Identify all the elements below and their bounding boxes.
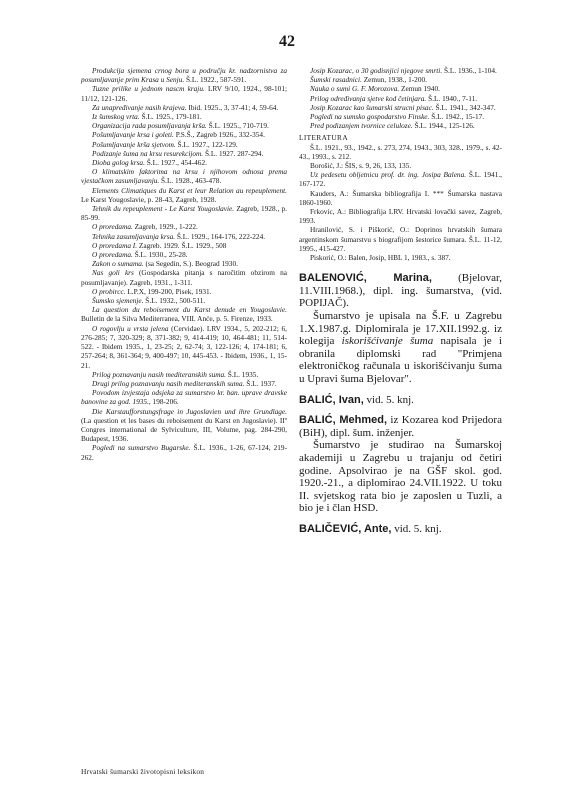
- bib-reference: Zagreb, 1928., p. 85-99.: [81, 204, 287, 223]
- bib-title: O proredama I.: [92, 240, 138, 250]
- bib-reference: (Cervidae). LRV 1934., 5, 202-212; 6, 276-285; 7, 320-329; 8, 371-382; 9, 414-419; 10, 464-481; 11, 514-522. - Ibidem 1935., 1, 23-25; 2, 62-74; 3, 122-126; 4, 174-181; 6, 257-264; 8, 361-364; 9, 400-497; 10, 445-453. - Ibidem, 1936., 1, 15-21.: [81, 323, 287, 370]
- bib-reference: Š.L. 1929., 164-176, 222-224.: [175, 231, 266, 241]
- entry-head: [299, 523, 502, 536]
- bib-reference: Zemun 1940.: [399, 84, 440, 94]
- bibliography-item: [299, 103, 502, 112]
- bibliography-item: [81, 84, 287, 102]
- bib-reference: Š.L. 1927., 454-462.: [144, 158, 207, 168]
- bib-reference: Š.L. 1936., 1-104.: [442, 66, 497, 75]
- bib-reference: Š.L. 1925., 179-181.: [139, 112, 202, 122]
- bib-reference: LRV 9/10, 1924., 98-101; 11/12, 121-126.: [81, 84, 288, 103]
- bib-reference: Š.L. 1930., 25-28.: [132, 250, 188, 260]
- lexicon-entry: [299, 414, 502, 515]
- bib-reference: Š.L. 1925., 710-719.: [206, 121, 269, 131]
- bib-title: Tehnika zasumljavanja krsa.: [92, 231, 176, 241]
- bib-reference: Borošić, J.: ŠIS, s. 9, 26, 133, 135.: [310, 161, 412, 171]
- entry-headword: BALIĆ, Ivan,: [299, 393, 364, 406]
- bib-reference: Š.L. 1922., 587-591.: [184, 75, 247, 85]
- bibliography-item: [81, 149, 287, 158]
- bibliography-item: [299, 112, 502, 121]
- bib-reference: Š.L. 1921., 93., 1942., s. 273, 274, 1943., 303, 328., 1979., s. 42-43., 1993., s. 212.: [299, 142, 502, 161]
- right-column: [299, 66, 502, 536]
- bib-title: Šumski rasadnici.: [310, 75, 362, 85]
- bibliography-item: [81, 370, 287, 379]
- literatura-heading: LITERATURA: [299, 133, 348, 143]
- bib-title: Pošumljavanje krša sjetvom.: [92, 139, 176, 149]
- lexicon-entry: [299, 394, 502, 407]
- bib-reference: Š.L. 1927. 287-294.: [203, 148, 264, 158]
- bib-title: Elements Climatiques du Karst et leur Relation au repeuplement.: [92, 185, 287, 195]
- bibliography-item: [81, 407, 287, 444]
- bibliography-item: [299, 94, 502, 103]
- lexicon-entries: [299, 272, 502, 535]
- bibliography-item: [81, 140, 287, 149]
- bibliography-item: [299, 75, 502, 84]
- bib-title: Pošumljavanje krsa i goleti.: [92, 130, 174, 140]
- page-number: 42: [279, 33, 295, 50]
- bibliography-item: [81, 324, 287, 370]
- entry-body-end: napisala je i obranila diplomski rad "Primjena elektroničkog računala u iskorišćivanju šuma u Upravi šuma Bjelovar".: [299, 335, 502, 386]
- bib-reference: Š.L. 1936., 1-26, 67-124, 219-262.: [81, 443, 287, 462]
- bibliography-item: [299, 253, 502, 262]
- bib-reference: Š.L. 1928., 463-478.: [159, 176, 222, 186]
- bib-reference: Frkovic, A.: Bibliografija LRV. Hrvatski lovački savez, Zagreb, 1993.: [299, 207, 502, 226]
- bib-title: Pred podizanjem tvornice celuloze.: [310, 121, 413, 131]
- bib-title: O proredama.: [92, 250, 133, 260]
- footer: Hrvatski šumarski životopisni leksikon: [81, 767, 205, 776]
- bib-reference: (Gospodarska pitanja s naročitim obzirom na posumljavanje). Zagreb, 1931., 1-311.: [81, 268, 287, 287]
- bib-reference: Ibid. 1925., 3, 37-41; 4, 59-64.: [186, 102, 279, 112]
- bib-title: Die Karstaufforstungsfrage in Jugoslavien und ihre Grundlage.: [92, 406, 287, 416]
- bibliography-item: [81, 222, 287, 231]
- bib-reference: Zagreb, 1929., 1-222.: [132, 222, 198, 232]
- bib-reference: Š.L. 1932., 500-511.: [143, 296, 206, 306]
- bib-reference: Š.L. 1927., 122-129.: [175, 139, 238, 149]
- left-column: [81, 66, 287, 462]
- bib-title: Za unapređivanje nasih krajeva.: [92, 102, 187, 112]
- bib-reference: Š.L. 1940., 7-11.: [426, 93, 478, 103]
- bibliography-item: [299, 170, 502, 188]
- bib-reference: Hranilović, S. i Piškorić, O.: Doprinos hrvatskih šumara argentinskom šumarstvu s biografijom šestorice šumara. Š.L. 11-12, 1995., 415-427.: [299, 225, 502, 253]
- bibliography-item: [299, 161, 502, 170]
- bibliography-continued: [299, 66, 502, 130]
- bib-title: Šumsko sjemenje.: [92, 296, 144, 306]
- bib-reference: Š.L. 1942., 15-17.: [429, 112, 485, 122]
- bibliography-item: [81, 103, 287, 112]
- bib-title: Produkcija sjemena crnog bora u području kr. nadzornistva za posumljavanje prim Krasa u Senju.: [81, 66, 287, 85]
- bib-title: O rogovlju u vrsta jelena: [92, 323, 169, 333]
- bibliography-item: [81, 66, 287, 84]
- bib-title: Josip Kozarac kao šumarski strucni pisac.: [310, 102, 434, 112]
- bibliography-item: [81, 379, 287, 388]
- bibliography-item: [81, 158, 287, 167]
- bib-title: Organizacija rada posumljavanja krša.: [92, 121, 207, 131]
- bibliography-item: [81, 305, 287, 323]
- bibliography-item: [81, 388, 287, 406]
- bib-reference: Š.L. 1941., 342-347.: [433, 102, 496, 112]
- bib-title: Nauka o sumi G. F. Morozova.: [310, 84, 400, 94]
- bib-title: Iz šumskog vrta.: [92, 112, 140, 122]
- bib-reference: Š.L. 1937.: [244, 378, 277, 388]
- bibliography-item: [299, 66, 502, 75]
- entry-body-text: Šumarstvo je studirao na Šumarskoj akademiji u Zagrebu u trajanju od četiri godine. Apsolvirao je na GŠF skol. god. 1920.-21., a diplomirao 24.VII.1922. U toku II. svjetskog rata bio je zaposlen u Tuzli, a bio je i član HSD.: [299, 439, 502, 515]
- bibliography-item: [81, 259, 287, 268]
- entry-head: [299, 272, 502, 310]
- bibliography-item: [299, 121, 502, 130]
- bib-title: Uz pedesetu obljetnicu prof. dr. ing. Josipa Balena.: [310, 170, 467, 180]
- entry-headword: BALIČEVIĆ, Ante,: [299, 522, 392, 535]
- bib-title: Prilog određivanja sjetve kod četinjara.: [310, 93, 427, 103]
- entry-head-rest: iz Kozarea kod Prijedora (BiH), dipl. šum. inženjer.: [299, 414, 502, 439]
- entry-head-rest: (Bjelovar, 11.VIII.1968.), dipl. ing. šumarstva, (vid. POPIJAČ).: [299, 272, 502, 310]
- bib-title: Pogledi na sumsko gospodarstvo Finske.: [310, 112, 430, 122]
- entry-headword: BALENOVIĆ, Marina,: [299, 272, 432, 285]
- entry-head-rest: vid. 5. knj.: [363, 393, 414, 406]
- bibliography-item: [299, 225, 502, 253]
- bib-reference: Š.L. 1941., 167-172.: [299, 170, 502, 189]
- bib-reference: (La question et les bases du reboisement du Karst en Jugoslavie). IIº Congres international de Sylviculture, III, Volume, pag. 284-290, Budapest, 1936.: [81, 415, 287, 444]
- bib-reference: Kauders, A.: Šumarska bibliografija I. *** Šumarska nastava 1860-1960.: [299, 188, 502, 207]
- bib-title: Podizanje šuma na krsu resurekcijom.: [92, 148, 204, 158]
- bib-reference: (sa Segedin, S.). Beograd 1930.: [143, 259, 238, 269]
- bib-title: O klimatskim faktorima na krsu i njihovom odnosa prema vjestačkom zasumljavanju.: [81, 167, 287, 186]
- bib-reference: Le Karst Yougoslavie, p. 28-43, Zagreb, 1928.: [81, 194, 217, 204]
- bib-title: Dioba golog krsa.: [92, 158, 145, 168]
- entry-body: [299, 439, 502, 515]
- bibliography-item: [299, 207, 502, 225]
- bib-title: Pogledi na sumarstvo Bugarske.: [92, 443, 191, 453]
- bibliography-item: [299, 143, 502, 161]
- bibliography-item: [81, 186, 287, 204]
- entry-body: [299, 310, 502, 386]
- bibliography-item: [81, 287, 287, 296]
- entry-head-rest: vid. 5. knj.: [391, 522, 442, 535]
- entry-head: [299, 394, 502, 407]
- bib-title: O proredama.: [92, 222, 133, 232]
- bibliography-item: [81, 167, 287, 185]
- bibliography-item: [81, 241, 287, 250]
- bib-title: Tehnik du repeuplement - Le Karst Yougoslavie.: [92, 204, 235, 214]
- bib-reference: L.P.X, 199-200, Pisek, 1931.: [125, 286, 212, 296]
- bib-title: Prilog poznavanju nasih mediteranskih suma.: [92, 369, 226, 379]
- bib-reference: Š.L. 1935.: [225, 369, 259, 379]
- bib-reference: Piskorić, O.: Balen, Josip, HBL 1, 1983., s. 387.: [310, 253, 451, 263]
- lexicon-entry: [299, 272, 502, 385]
- bib-title: Povodom izvjestaja odsjeka za sumarstvo kr. ban. uprave dravske banovine za god. 1935.,: [81, 388, 287, 407]
- bibliography-item: [81, 232, 287, 241]
- bib-reference: Bulletin de la Silva Mediterranea, VIII. Anće, p. 5. Firenze, 1933.: [81, 314, 273, 324]
- bibliography-item: [81, 112, 287, 121]
- bib-title: Nas goli krs: [92, 268, 134, 278]
- bib-title: La question du reboisement du Karst denude en Yougoslavie.: [92, 305, 287, 315]
- bib-reference: Zagreb. 1929. Š.L. 1929., 508: [137, 240, 227, 250]
- bib-reference: Zemun, 1938., 1-200.: [361, 75, 427, 85]
- bibliography-item: [81, 204, 287, 222]
- bibliography-item: [81, 130, 287, 139]
- entry-head: [299, 414, 502, 439]
- entry-headword: BALIĆ, Mehmed,: [299, 414, 388, 427]
- lexicon-entry: [299, 523, 502, 536]
- bib-reference: Š.L. 1944., 125-126.: [412, 121, 475, 131]
- bib-reference: 198-206.: [150, 397, 179, 407]
- literatura-list: [299, 143, 502, 263]
- bib-title: Tuzne prilike u jednom nascm kraju.: [92, 84, 205, 94]
- bibliography-item: [299, 189, 502, 207]
- entry-body-italic: iskorišćivanje šuma: [341, 335, 434, 348]
- bibliography-item: [81, 268, 287, 286]
- bib-reference: P.S.Š., Zagreb 1926., 332-354.: [173, 130, 265, 140]
- bibliography-item: [299, 84, 502, 93]
- bibliography-item: [81, 296, 287, 305]
- bibliography-item: [81, 443, 287, 461]
- entry-body-text: Šumarstvo je upisala na Š.F. u Zagrebu 1.X.1987.g. Diplomirala je 17.XII.1992.g. iz kolegija: [299, 310, 502, 348]
- bib-title: Josip Kozarac, o 30 godisnjici njegove smrti.: [310, 66, 443, 75]
- bib-title: O probircc.: [92, 286, 126, 296]
- bib-title: Zakon o sumama.: [92, 259, 144, 269]
- bib-title: Drugi prilog poznavanju nasih mediteranskih suma.: [92, 378, 245, 388]
- bibliography-item: [81, 250, 287, 259]
